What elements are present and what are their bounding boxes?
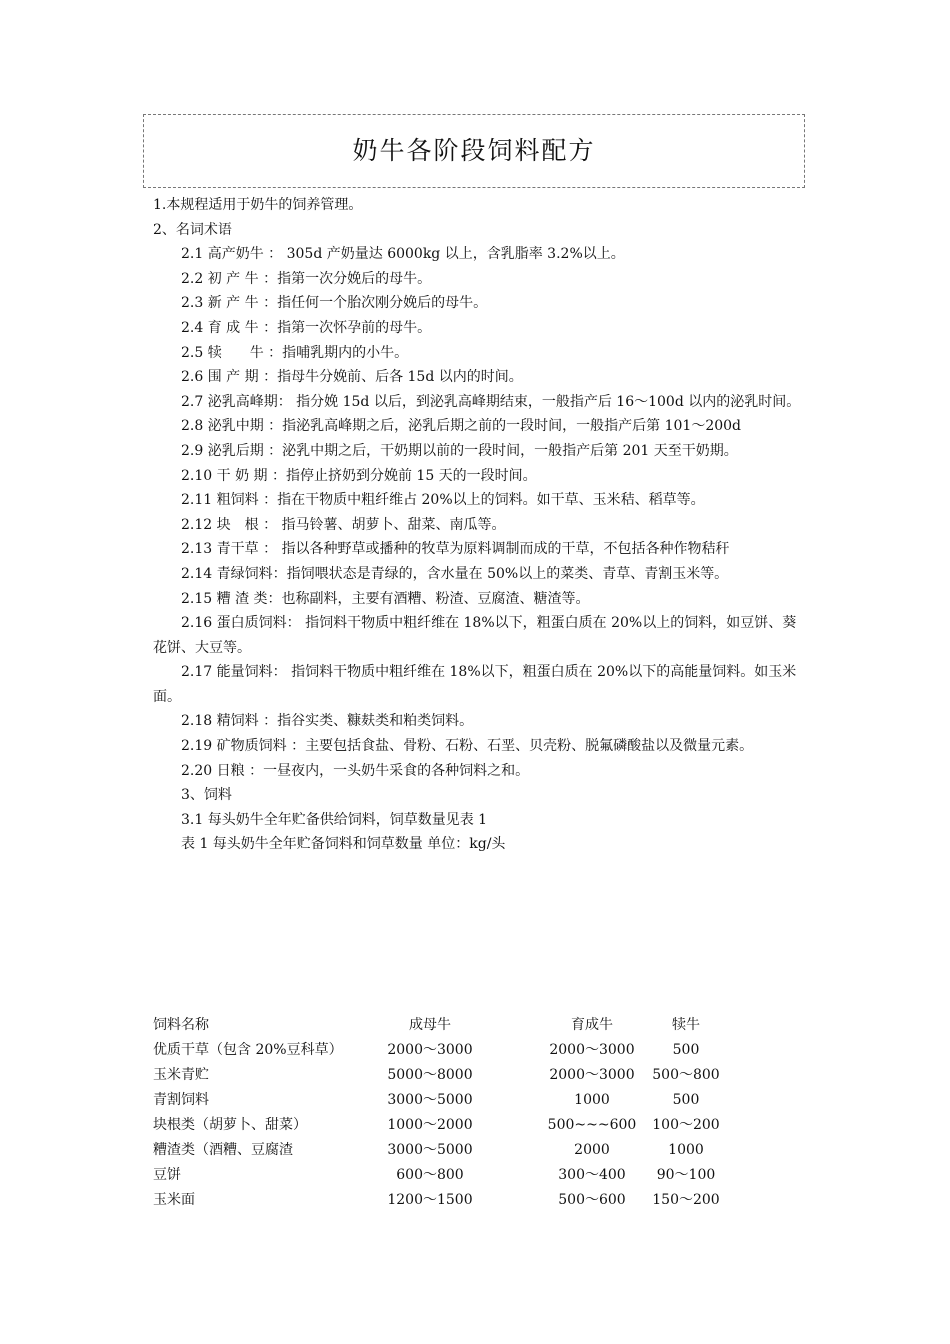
table-cell: 3000～5000 [387, 1092, 473, 1108]
title-box [143, 114, 805, 188]
paragraph: 1.本规程适用于奶牛的饲养管理。 [153, 197, 363, 213]
table-cell: 犊牛 [672, 1017, 700, 1033]
paragraph: 2.10 干 奶 期 ：指停止挤奶到分娩前 15 天的一段时间。 [181, 467, 537, 484]
table-cell: 3000～5000 [387, 1142, 473, 1158]
paragraph: 2.11 粗饲料 ：指在干物质中粗纤维占 20%以上的饲料。如干草、玉米秸、稻草等。 [181, 492, 705, 509]
paragraph: 2.20 日粮 ：一昼夜内，一头奶牛采食的各种饲料之和。 [181, 762, 530, 779]
table-row [153, 1038, 753, 1063]
table-row [153, 1113, 753, 1138]
table-cell: 500～600 [558, 1192, 626, 1208]
table-row [153, 1063, 753, 1088]
table-cell: 5000～8000 [387, 1067, 473, 1083]
paragraph: 2.13 青干草 ： 指以各种野草或播种的牧草为原料调制而成的干草，不包括各种作物秸秆 [181, 541, 730, 558]
table-cell: 优质干草（包含 20%豆科草） [153, 1042, 343, 1058]
table-cell: 糟渣类（酒糟、豆腐渣 [153, 1142, 293, 1158]
table-row [153, 1163, 753, 1188]
paragraph: 2.5 犊 牛 ：指哺乳期内的小牛。 [181, 344, 409, 361]
table-cell: 玉米青贮 [153, 1067, 209, 1083]
feed-table [153, 1013, 753, 1213]
paragraph: 2.16 蛋白质饲料： 指饲料干物质中粗纤维在 18%以下，粗蛋白质在 20%以上的饲料，如豆饼、葵花饼、大豆等。 [153, 615, 797, 656]
table-cell: 豆饼 [153, 1167, 181, 1183]
table-cell: 2000～3000 [549, 1042, 635, 1058]
paragraph: 2.4 育 成 牛 ：指第一次怀孕前的母牛。 [181, 319, 432, 336]
paragraph: 表 1 每头奶牛全年贮备饲料和饲草数量 单位：kg/头 [181, 836, 506, 853]
paragraph: 2.2 初 产 牛 ：指第一次分娩后的母牛。 [181, 270, 432, 287]
paragraph: 2.12 块 根 ： 指马铃薯、胡萝卜、甜菜、南瓜等。 [181, 516, 506, 533]
table-cell: 300～400 [558, 1167, 626, 1183]
paragraph: 2.3 新 产 牛 ：指任何一个胎次刚分娩后的母牛。 [181, 295, 488, 312]
paragraph: 2.8 泌乳中期 ：指泌乳高峰期之后，泌乳后期之前的一段时间，一般指产后第 101～200d [181, 418, 742, 435]
table-cell: 150～200 [652, 1192, 720, 1208]
paragraph: 2、名词术语 [153, 221, 232, 238]
document-body [153, 193, 801, 857]
table-row [153, 1138, 753, 1163]
paragraph: 2.15 糟 渣 类：也称副料，主要有酒糟、粉渣、豆腐渣、糖渣等。 [181, 590, 590, 607]
table-cell: 2000～3000 [387, 1042, 473, 1058]
table-cell: 成母牛 [409, 1017, 451, 1033]
table-cell: 青割饲料 [153, 1092, 209, 1108]
table-cell: 育成牛 [571, 1017, 613, 1033]
paragraph: 2.7 泌乳高峰期： 指分娩 15d 以后，到泌乳高峰期结束，一般指产后 16～100d 以内的泌乳时间。 [181, 393, 801, 410]
table-cell: 100～200 [652, 1117, 720, 1133]
paragraph: 2.17 能量饲料： 指饲料干物质中粗纤维在 18%以下，粗蛋白质在 20%以下的高能量饲料。如玉米面。 [153, 664, 797, 705]
table-cell: 块根类（胡萝卜、甜菜） [153, 1117, 307, 1133]
table-cell: 1000 [668, 1142, 704, 1158]
table-cell: 90～100 [656, 1167, 716, 1183]
paragraph: 2.1 高产奶牛 ： 305d 产奶量达 6000kg 以上，含乳脂率 3.2%以上。 [181, 246, 625, 263]
page-title: 奶牛各阶段饲料配方 [352, 136, 596, 165]
table-cell: 2000 [574, 1142, 610, 1158]
table-row [153, 1188, 753, 1213]
paragraph: 2.19 矿物质饲料 ：主要包括食盐、骨粉、石粉、石垩、贝壳粉、脱氟磷酸盐以及微量元素。 [181, 738, 754, 755]
paragraph: 3.1 每头奶牛全年贮备供给饲料，饲草数量见表 1 [181, 811, 488, 828]
paragraph: 2.14 青绿饲料：指饲喂状态是青绿的，含水量在 50%以上的菜类、青草、青割玉米等。 [181, 565, 729, 582]
table-row [153, 1088, 753, 1113]
table-cell: 600～800 [396, 1167, 464, 1183]
table-cell: 1000～2000 [387, 1117, 473, 1133]
table-cell: 1200～1500 [387, 1192, 473, 1208]
table-header-row [153, 1013, 753, 1038]
paragraph: 2.18 精饲料 ：指谷实类、糠麸类和粕类饲料。 [181, 713, 474, 730]
table-cell: 饲料名称 [153, 1017, 209, 1033]
table-cell: 1000 [574, 1092, 610, 1108]
table-cell: 500 [672, 1092, 700, 1108]
paragraph: 3、饲料 [181, 787, 232, 804]
table-cell: 500~~~600 [547, 1117, 637, 1133]
table-cell: 玉米面 [153, 1192, 195, 1208]
paragraph: 2.9 泌乳后期 ：泌乳中期之后，干奶期以前的一段时间，一般指产后第 201 天至干奶期。 [181, 442, 738, 459]
table-cell: 500 [672, 1042, 700, 1058]
table-cell: 500～800 [652, 1067, 720, 1083]
table-cell: 2000～3000 [549, 1067, 635, 1083]
paragraph: 2.6 围 产 期 ：指母牛分娩前、后各 15d 以内的时间。 [181, 369, 523, 386]
